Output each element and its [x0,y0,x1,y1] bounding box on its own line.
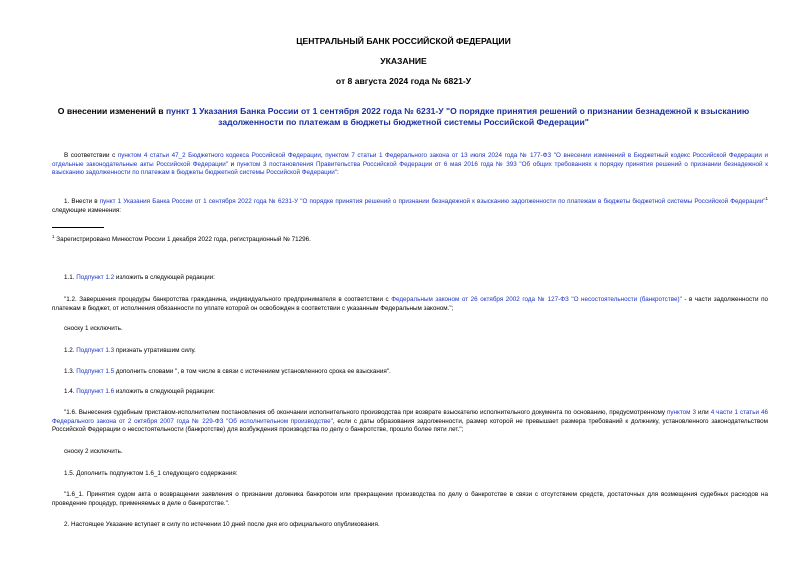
footnote-2-exclude: сноску 2 исключить. [64,448,123,455]
footnote-reference[interactable]: 1 [765,196,768,201]
issuer-heading: ЦЕНТРАЛЬНЫЙ БАНК РОССИЙСКОЙ ФЕДЕРАЦИИ [296,36,511,46]
text: "1.2. Завершения процедуры банкротства гражданина, индивидуального предпринимателя в соответствии с [64,296,392,303]
document-date-number: от 8 августа 2024 года № 6821-У [335,76,472,86]
link-subitem-1-5[interactable]: Подпункт 1.5 [76,368,115,375]
text: : [336,169,339,177]
link-subitem-1-2[interactable]: Подпункт 1.2 [76,274,115,281]
text: дополнить словами ", в том числе в связи с истечением установленного срока ее взыскания". [114,368,391,375]
text: признать утратившим силу. [114,347,196,354]
document-title [40,106,767,128]
footnote-divider [52,227,104,228]
item-1-1 [52,274,768,283]
text: "1.6. Вынесения судебным приставом-исполнителем постановления об окончании исполнительного производства при возврате взыскателю исполнительного документа по основанию, предусмотренному [64,409,667,416]
link-federal-law-127[interactable]: Федеральным законом от 26 октября 2002 года № 127-ФЗ "О несостоятельности (банкротстве)" [391,296,682,303]
title-link[interactable]: пункт 1 Указания Банка России от 1 сентября 2022 года № 6231-У "О порядке принятия решений о признании безнадежной к взысканию задолженности по платежам в бюджеты бюджетной системы Российской Федерации" [165,106,750,127]
text: 1. Внести в [64,198,100,206]
text: , если с даты образования задолженности, размер которой не превышает размера требований к должнику, установленного законодательством Российской Федерации о несостоятельности (банкротстве) для возбуждения производства по делу о банкротстве, прошло более пяти лет."; [52,417,768,434]
link-subitem-1-3[interactable]: Подпункт 1.3 [76,347,115,354]
title-prefix: О внесении изменений в [57,106,166,116]
text: или [696,409,711,416]
preamble-paragraph [52,152,768,178]
item-1-paragraph [52,195,768,215]
text: 1.1. [64,274,77,281]
footnote-mark: 1 [52,234,55,239]
link-budget-code[interactable]: пунктом 4 статьи 47_2 Бюджетного кодекса Российской Федерации [117,152,321,159]
quote-1-2 [52,296,768,313]
text: и [227,160,237,168]
item-1-5: 1.5. Дополнить подпунктом 1.6_1 следующего содержания: [64,470,238,477]
text: , [320,152,326,159]
item-2: 2. Настоящее Указание вступает в силу по истечении 10 дней после дня его официального опубликования. [64,521,380,528]
link-ukazanie-6231[interactable]: пункт 1 Указания Банка России от 1 сентября 2022 года № 6231-У "О порядке принятия решений о признании безнадежной к взысканию задолженности по платежам в бюджеты бюджетной системы Российской Федерации" [99,198,766,206]
footnote-text: Зарегистрировано Минюстом России 1 декабря 2022 года, регистрационный № 71296. [54,236,311,244]
item-1-2 [52,347,768,356]
footnote-1 [52,233,768,245]
quote-1-6-1: "1.6_1. Принятия судом акта о возвращении заявления о признании должника банкротом или прекращении производства по делу о банкротстве в связи с отсутствием средств, достаточных для возмещения судебных расходов на проведение процедур, применяемых в деле о банкротстве.". [52,491,768,507]
text: В соответствии с [64,152,118,159]
item-1-3 [52,368,768,377]
document-type: УКАЗАНИЕ [380,56,427,66]
footnote-1-exclude: сноску 1 исключить. [64,325,123,332]
text: изложить в следующей редакции: [114,274,215,281]
link-government-resolution-393[interactable]: пунктом 3 постановления Правительства Российской Федерации от 6 мая 2016 года № 393 "Об общих требованиях к порядку принятия решений о признании безнадежной к взысканию задолженности по платежам в бюджеты бюджетной системы Российской Федерации" [52,160,768,177]
item-1-4 [52,388,768,397]
link-point-3[interactable]: пунктом 3 [667,409,696,416]
text: изложить в следующей редакции: [114,388,215,395]
text: следующие изменения: [52,206,122,214]
quote-1-6 [52,409,768,435]
text: - в части задолженности по платежам в бюджет, от исполнения обязанности по уплате которой он освобожден в соответствии с указанным Федеральным законом."; [52,296,768,312]
link-subitem-1-6[interactable]: Подпункт 1.6 [76,388,115,395]
link-federal-law-229[interactable]: 4 части 1 статьи 46 Федерального закона от 2 октября 2007 года № 229-ФЗ "Об исполнительном производстве" [52,409,768,425]
text: 1.2. [64,347,77,354]
link-federal-law-177[interactable]: пунктом 7 статьи 1 Федерального закона от 13 июля 2024 года № 177-ФЗ "О внесении изменений в Бюджетный кодекс Российской Федерации и отдельные законодательные акты Российской Федерации" [52,152,768,168]
text: 1.3. [64,368,77,375]
text: 1.4. [64,388,77,395]
